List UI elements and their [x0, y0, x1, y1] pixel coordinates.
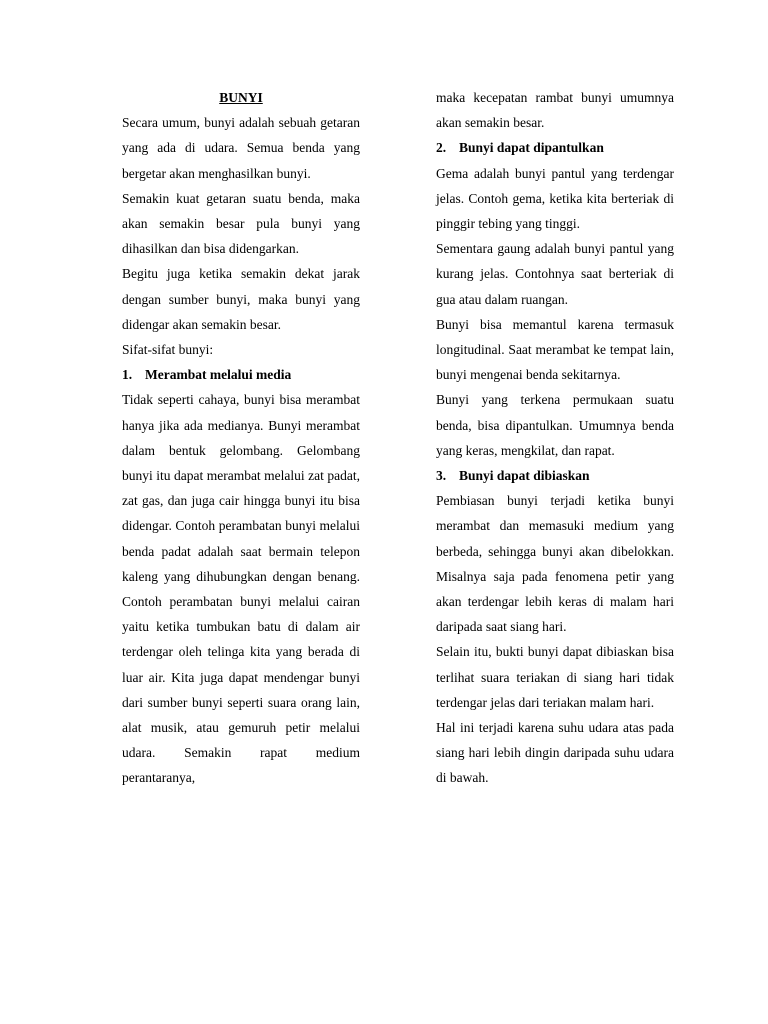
paragraph: Semakin kuat getaran suatu benda, maka akan semakin besar pula bunyi yang dihasilkan dan bisa didengarkan. [122, 190, 360, 257]
paragraph: Tidak seperti cahaya, bunyi bisa merambat hanya jika ada medianya. Bunyi merambat dalam bentuk gelombang. Gelombang bunyi itu dapat merambat melalui zat padat, zat gas, dan juga cair hingga bunyi itu bisa didengar. Contoh perambatan bunyi melalui benda padat adalah saat bermain telepon kaleng yang dihubungkan dengan benang. Contoh perambatan bunyi melalui cairan yaitu ketika tumbukan batu di dalam air terdengar oleh telinga kita yang berada di luar air. Kita juga dapat mendengar bunyi dari sumber bunyi seperti suara orang lain, alat musik, atau gemuruh petir melalui udara. Semakin rapat medium perantaranya, [122, 392, 360, 786]
heading-number: 3. [436, 468, 447, 484]
paragraph: Hal ini terjadi karena suhu udara atas pada siang hari lebih dingin daripada suhu udara di bawah. [436, 720, 674, 786]
paragraph: Bunyi bisa memantul karena termasuk longitudinal. Saat merambat ke tempat lain, bunyi mengenai benda sekitarnya. [436, 316, 674, 383]
heading-text: Merambat melalui media [145, 367, 292, 383]
paragraph: Selain itu, bukti bunyi dapat dibiaskan bisa terlihat suara teriakan di siang hari tidak terdengar jelas dari teriakan malam hari. [436, 644, 674, 710]
heading-text: Bunyi dapat dipantulkan [459, 140, 604, 156]
heading-text: Bunyi dapat dibiaskan [459, 468, 590, 484]
section-heading-3 [436, 463, 674, 488]
section-heading-2 [436, 135, 674, 160]
heading-number: 2. [436, 140, 447, 156]
paragraph: Gema adalah bunyi pantul yang terdengar jelas. Contoh gema, ketika kita berteriak di pinggir tebing yang tinggi. [436, 165, 674, 232]
right-column [436, 85, 674, 791]
paragraph: Pembiasan bunyi terjadi ketika bunyi merambat dan memasuki medium yang berbeda, sehingga bunyi akan dibelokkan. Misalnya saja pada fenomena petir yang akan terdengar lebih keras di malam hari daripada saat siang hari. [436, 493, 674, 635]
section-heading-1 [122, 362, 360, 387]
paragraph: Sementara gaung adalah bunyi pantul yang kurang jelas. Contohnya saat berteriak di gua atau dalam ruangan. [436, 241, 674, 307]
paragraph: Sifat-sifat bunyi: [122, 342, 214, 358]
document-title: BUNYI [219, 90, 263, 105]
paragraph: Begitu juga ketika semakin dekat jarak dengan sumber bunyi, maka bunyi yang didengar akan semakin besar. [122, 266, 360, 332]
paragraph: Bunyi yang terkena permukaan suatu benda, bisa dipantulkan. Umumnya benda yang keras, mengkilat, dan rapat. [436, 392, 674, 458]
paragraph: Secara umum, bunyi adalah sebuah getaran yang ada di udara. Semua benda yang bergetar akan menghasilkan bunyi. [122, 115, 360, 181]
paragraph: maka kecepatan rambat bunyi umumnya akan semakin besar. [436, 90, 674, 131]
left-column [122, 85, 360, 791]
heading-number: 1. [122, 367, 133, 383]
